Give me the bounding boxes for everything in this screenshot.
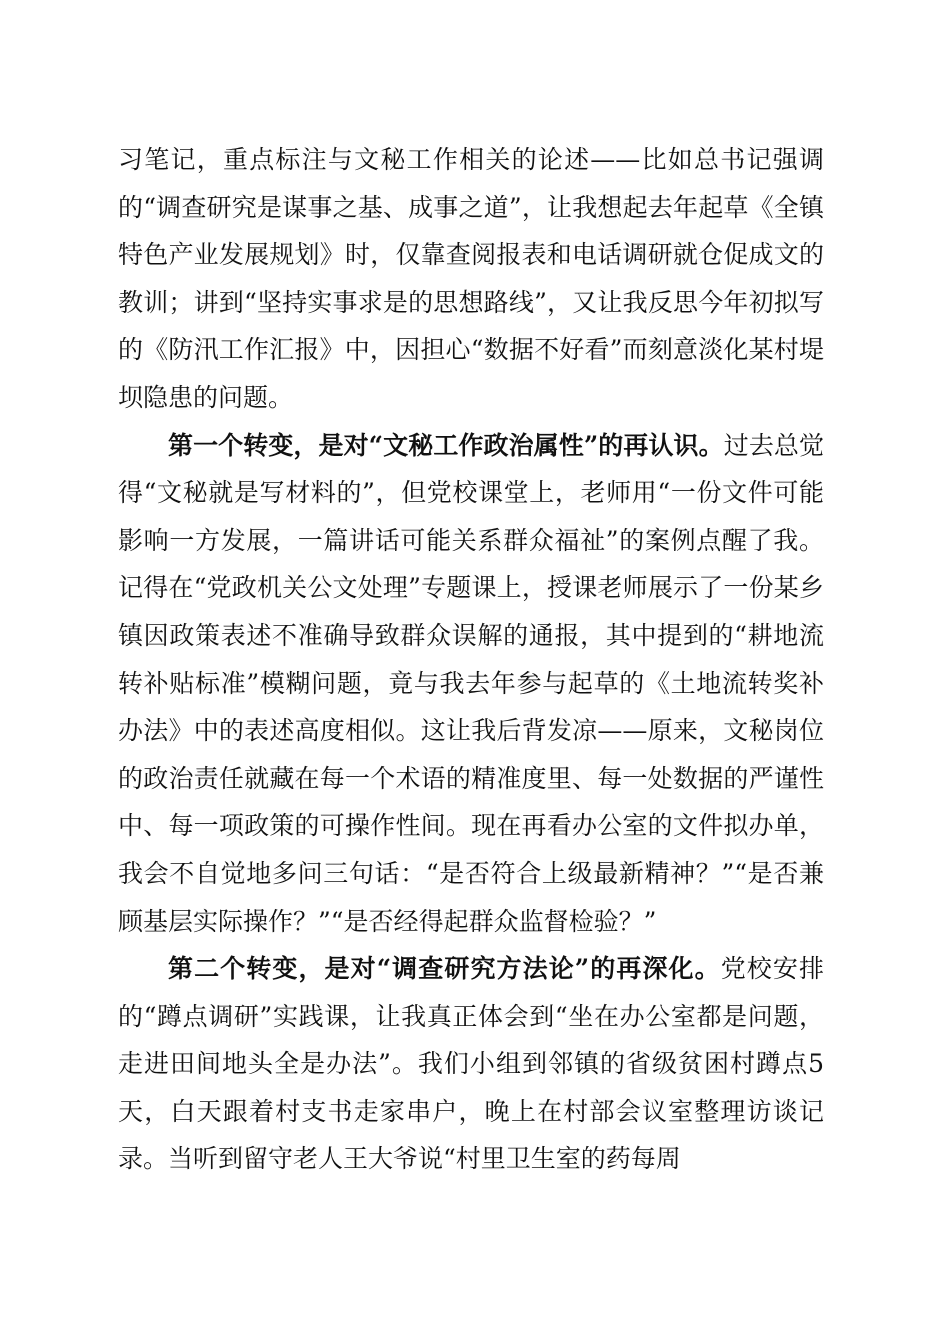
paragraph-1-text: 习笔记，重点标注与文秘工作相关的论述——比如总书记强调的“调查研究是谋事之基、成事之道”，让我想起去年起草《全镇特色产业发展规划》时，仅靠查阅报表和电话调研就仓促成文的教训；讲到“坚持实事求是的思想路线”，又让我反思今年初拟写的《防汛工作汇报》中，因担心“数据不好看”而刻意淡化某村堤坝隐患的问题。 — [118, 145, 824, 412]
paragraph-1 — [118, 136, 824, 422]
paragraph-3-lead: 第二个转变，是对“调查研究方法论”的再深化。 — [168, 954, 721, 984]
paragraph-2-text: 过去总觉得“文秘就是写材料的”，但党校课堂上，老师用“一份文件可能影响一方发展，一篇讲话可能关系群众福祉”的案例点醒了我。记得在“党政机关公文处理”专题课上，授课老师展示了一份某乡镇因政策表述不准确导致群众误解的通报，其中提到的“耕地流转补贴标准”模糊问题，竟与我去年参与起草的《土地流转奖补办法》中的表述高度相似。这让我后背发凉——原来，文秘岗位的政治责任就藏在每一个术语的精准度里、每一处数据的严谨性中、每一项政策的可操作性间。现在再看办公室的文件拟办单，我会不自觉地多问三句话：“是否符合上级最新精神？”“是否兼顾基层实际操作？”“是否经得起群众监督检验？” — [118, 430, 824, 936]
body-text — [118, 136, 824, 1183]
paragraph-2 — [118, 422, 824, 946]
paragraph-3 — [118, 945, 824, 1183]
paragraph-3-text: 党校安排的“蹲点调研”实践课，让我真正体会到“坐在办公室都是问题，走进田间地头全是办法”。我们小组到邻镇的省级贫困村蹲点5天，白天跟着村支书走家串户，晚上在村部会议室整理访谈记录。当听到留守老人王大爷说“村里卫生室的药每周 — [118, 954, 824, 1174]
paragraph-2-lead: 第一个转变，是对“文秘工作政治属性”的再认识。 — [168, 430, 724, 460]
